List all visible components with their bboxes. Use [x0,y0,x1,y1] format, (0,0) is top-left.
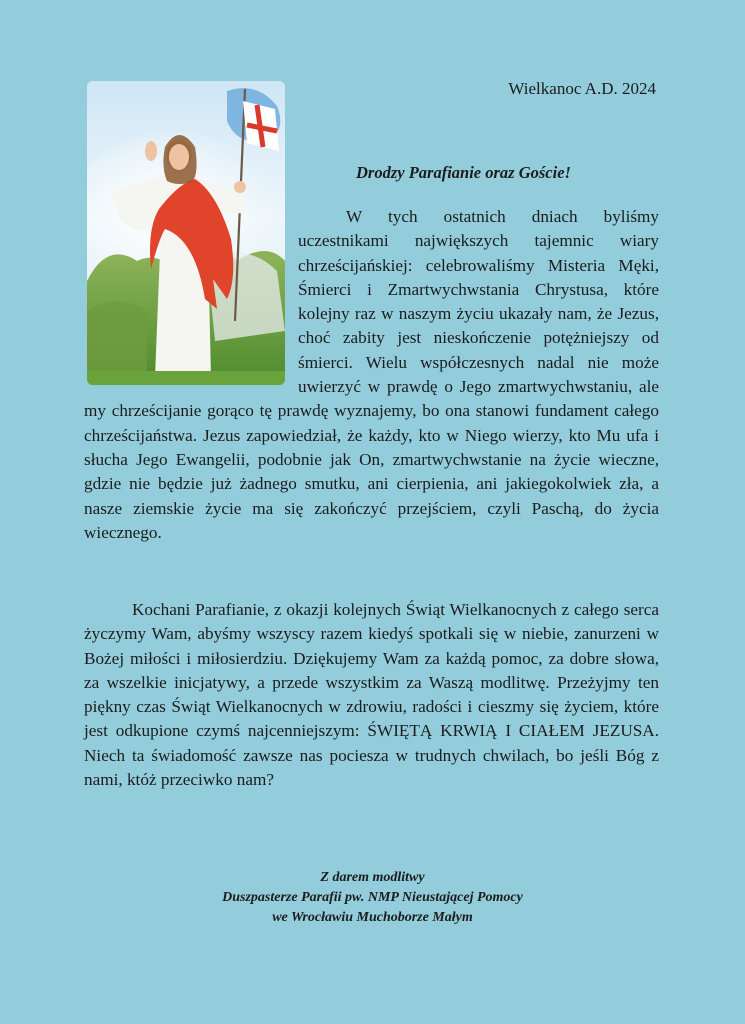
date-line: Wielkanoc A.D. 2024 [508,79,656,98]
paragraph-1: W tych ostatnich dniach byliśmy uczestnikami największych tajemnic wiary chrześcijańskiej: celebrowaliśmy Misteria Męki, Śmierci i Zmartwychwstania Chrystusa, które kolejny raz w naszym życiu ukazały nam, że Jezus, choć zabity jest nieskończenie potężniejszy od śmierci. Wielu współczesnych nadal nie może uwierzyć w prawdę o Jego zmartwychwstaniu, ale my chrześcijanie gorąco tę prawdę wyznajemy, bo ona stanowi fundament całego chrześcijaństwa. Jezus zapowiedział, że każdy, kto w Niego wierzy, kto Mu ufa i słucha Jego Ewangelii, podobnie jak On, zmartwychwstanie na życie wieczne, gdzie nie będzie już żadnego smutku, ani cierpienia, ani jakiegokolwiek zła, a nasze ziemskie życie ma się zakończyć przejściem, czyli Paschą, do życia wiecznego. [84,207,659,542]
greeting-heading: Drodzy Parafianie oraz Goście! [356,163,571,182]
signature-block [0,868,745,928]
image-wrap-spacer [84,205,298,399]
signature-line-3: we Wrocławiu Muchoborze Małym [272,910,473,925]
paragraph-2: Kochani Parafianie, z okazji kolejnych Świąt Wielkanocnych z całego serca życzymy Wam, abyśmy wszyscy razem kiedyś spotkali się w niebie, zanurzeni w Bożej miłości i miłosierdziu. Dziękujemy Wam za każdą pomoc, za dobre słowa, za wszelkie inicjatywy, a przede wszystkim za Waszą modlitwę. Przeżyjmy ten piękny czas Świąt Wielkanocnych w zdrowiu, radości i cieszmy się życiem, które jest odkupione czymś najcenniejszym: ŚWIĘTĄ KRWIĄ I CIAŁEM JEZUSA. Niech ta świadomość zawsze nas pociesza w trudnych chwilach, bo jeśli Bóg z nami, któż przeciwko nam? [84,600,659,790]
letter-body-first [84,205,659,545]
signature-line-2: Duszpasterze Parafii pw. NMP Nieustającej Pomocy [222,890,523,905]
signature-line-1: Z darem modlitwy [320,870,425,885]
